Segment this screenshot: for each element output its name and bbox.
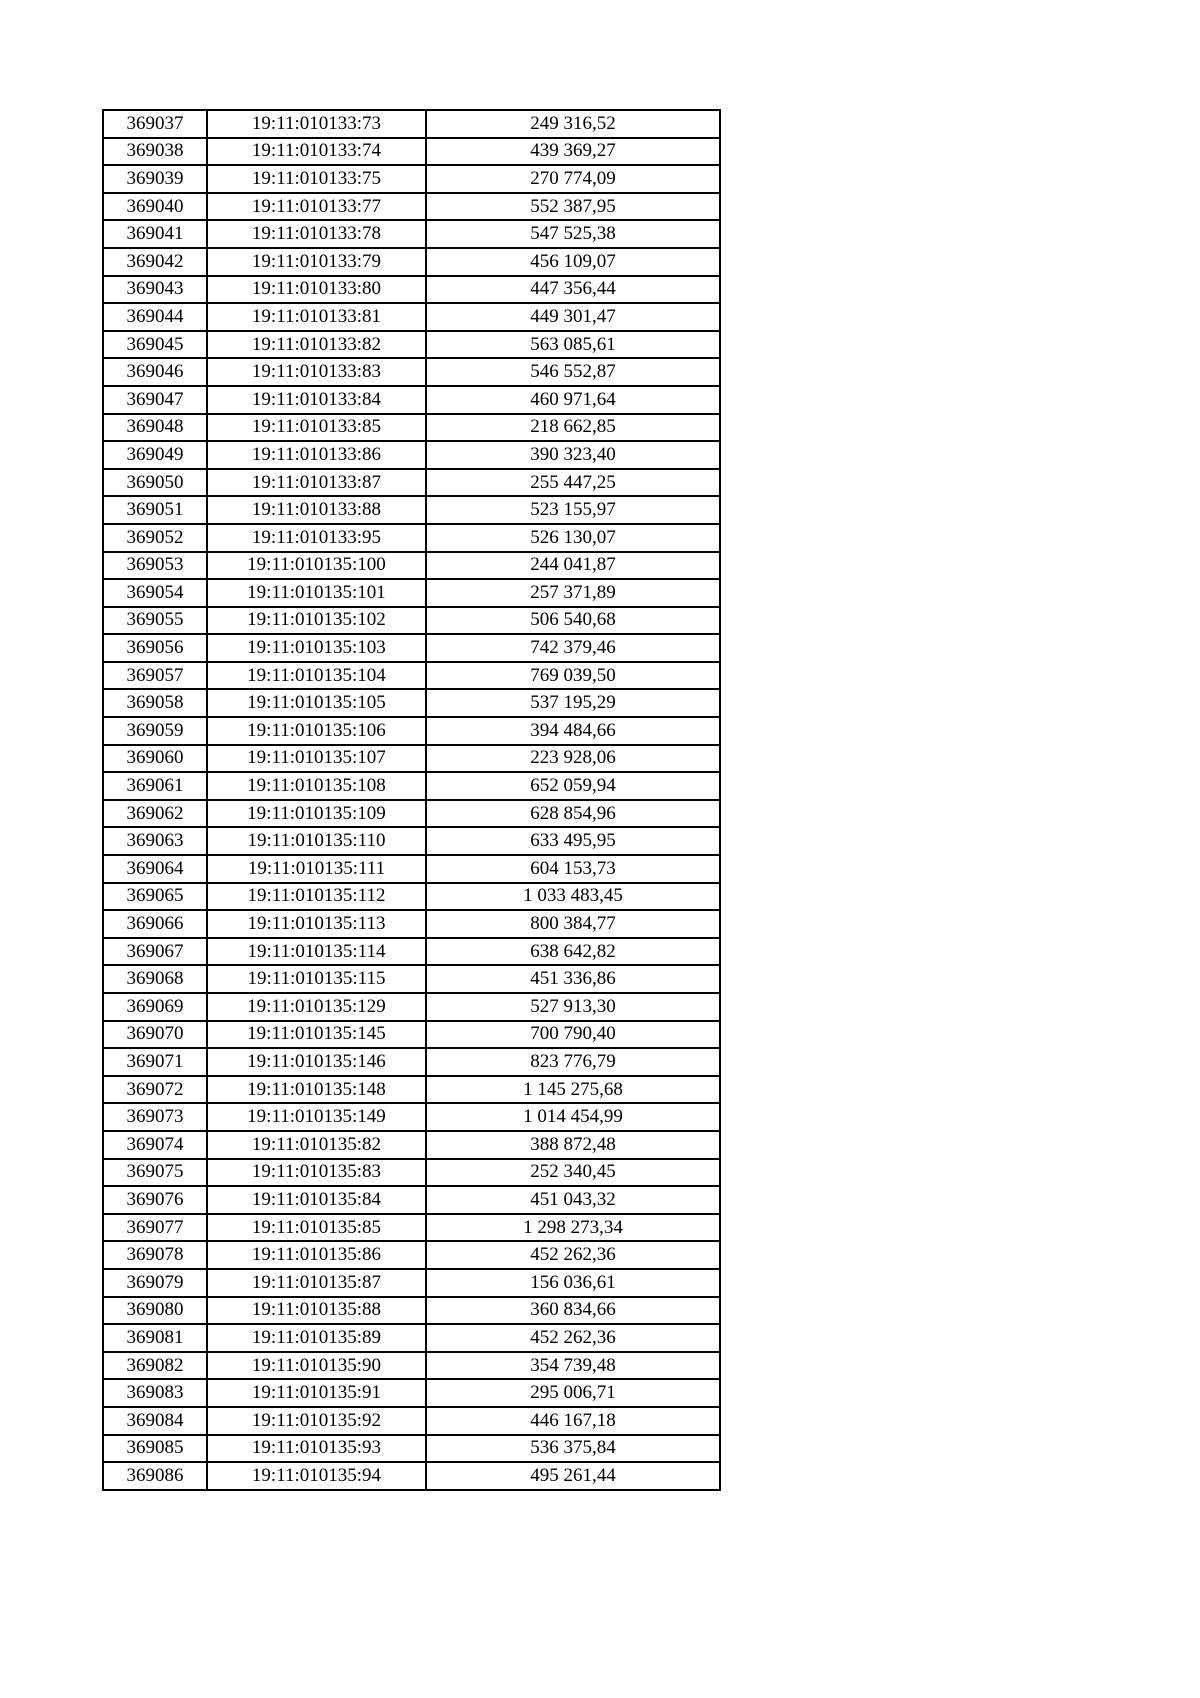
cadastral-number-cell: 19:11:010135:93 — [207, 1435, 426, 1463]
table-row — [103, 414, 720, 442]
value-cell: 439 369,27 — [426, 138, 720, 166]
row-number-cell: 369080 — [103, 1297, 207, 1325]
row-number-cell: 369045 — [103, 331, 207, 359]
row-number-cell: 369072 — [103, 1076, 207, 1104]
row-number-cell: 369075 — [103, 1159, 207, 1187]
table-row — [103, 1214, 720, 1242]
table-row — [103, 1048, 720, 1076]
row-number-cell: 369053 — [103, 552, 207, 580]
row-number-cell: 369074 — [103, 1131, 207, 1159]
table-row — [103, 331, 720, 359]
table-row — [103, 579, 720, 607]
cadastral-number-cell: 19:11:010135:101 — [207, 579, 426, 607]
value-cell: 823 776,79 — [426, 1048, 720, 1076]
table-row — [103, 745, 720, 773]
table-row — [103, 1186, 720, 1214]
cadastral-number-cell: 19:11:010133:95 — [207, 524, 426, 552]
row-number-cell: 369047 — [103, 386, 207, 414]
value-cell: 700 790,40 — [426, 1021, 720, 1049]
cadastral-number-cell: 19:11:010135:103 — [207, 634, 426, 662]
cadastral-number-cell: 19:11:010135:115 — [207, 965, 426, 993]
value-cell: 769 039,50 — [426, 662, 720, 690]
row-number-cell: 369064 — [103, 855, 207, 883]
value-cell: 156 036,61 — [426, 1269, 720, 1297]
cadastral-number-cell: 19:11:010135:105 — [207, 689, 426, 717]
cadastral-number-cell: 19:11:010133:74 — [207, 138, 426, 166]
row-number-cell: 369042 — [103, 248, 207, 276]
value-cell: 536 375,84 — [426, 1435, 720, 1463]
value-cell: 255 447,25 — [426, 469, 720, 497]
cadastral-number-cell: 19:11:010133:86 — [207, 441, 426, 469]
table-row — [103, 469, 720, 497]
cadastral-number-cell: 19:11:010135:83 — [207, 1159, 426, 1187]
row-number-cell: 369067 — [103, 938, 207, 966]
cadastral-number-cell: 19:11:010135:149 — [207, 1103, 426, 1131]
row-number-cell: 369041 — [103, 220, 207, 248]
table-row — [103, 800, 720, 828]
table-row — [103, 1379, 720, 1407]
table-row — [103, 303, 720, 331]
table-row — [103, 496, 720, 524]
table-row — [103, 689, 720, 717]
table-row — [103, 1241, 720, 1269]
value-cell: 460 971,64 — [426, 386, 720, 414]
table-row — [103, 1269, 720, 1297]
value-cell: 604 153,73 — [426, 855, 720, 883]
row-number-cell: 369086 — [103, 1462, 207, 1490]
row-number-cell: 369085 — [103, 1435, 207, 1463]
table-row — [103, 276, 720, 304]
cadastral-number-cell: 19:11:010135:106 — [207, 717, 426, 745]
table-row — [103, 607, 720, 635]
value-cell: 244 041,87 — [426, 552, 720, 580]
value-cell: 652 059,94 — [426, 772, 720, 800]
cadastral-number-cell: 19:11:010135:86 — [207, 1241, 426, 1269]
value-cell: 547 525,38 — [426, 220, 720, 248]
value-cell: 1 014 454,99 — [426, 1103, 720, 1131]
row-number-cell: 369046 — [103, 358, 207, 386]
cadastral-number-cell: 19:11:010133:88 — [207, 496, 426, 524]
cadastral-number-cell: 19:11:010135:91 — [207, 1379, 426, 1407]
cadastral-number-cell: 19:11:010135:111 — [207, 855, 426, 883]
value-cell: 552 387,95 — [426, 193, 720, 221]
cadastral-number-cell: 19:11:010135:112 — [207, 883, 426, 911]
table-row — [103, 220, 720, 248]
table-row — [103, 910, 720, 938]
row-number-cell: 369084 — [103, 1407, 207, 1435]
row-number-cell: 369044 — [103, 303, 207, 331]
value-cell: 223 928,06 — [426, 745, 720, 773]
value-cell: 388 872,48 — [426, 1131, 720, 1159]
value-cell: 451 043,32 — [426, 1186, 720, 1214]
value-cell: 506 540,68 — [426, 607, 720, 635]
row-number-cell: 369063 — [103, 827, 207, 855]
value-cell: 270 774,09 — [426, 165, 720, 193]
cadastral-number-cell: 19:11:010135:107 — [207, 745, 426, 773]
table-row — [103, 193, 720, 221]
table-row — [103, 110, 720, 138]
cadastral-number-cell: 19:11:010135:82 — [207, 1131, 426, 1159]
cadastral-number-cell: 19:11:010135:85 — [207, 1214, 426, 1242]
cadastral-number-cell: 19:11:010135:113 — [207, 910, 426, 938]
row-number-cell: 369049 — [103, 441, 207, 469]
cadastral-number-cell: 19:11:010133:80 — [207, 276, 426, 304]
table-row — [103, 1462, 720, 1490]
table-row — [103, 634, 720, 662]
cadastral-number-cell: 19:11:010135:94 — [207, 1462, 426, 1490]
table-row — [103, 386, 720, 414]
table-row — [103, 1352, 720, 1380]
value-cell: 452 262,36 — [426, 1324, 720, 1352]
value-cell: 633 495,95 — [426, 827, 720, 855]
cadastral-number-cell: 19:11:010135:102 — [207, 607, 426, 635]
cadastral-number-cell: 19:11:010135:88 — [207, 1297, 426, 1325]
row-number-cell: 369081 — [103, 1324, 207, 1352]
cadastral-number-cell: 19:11:010135:148 — [207, 1076, 426, 1104]
row-number-cell: 369037 — [103, 110, 207, 138]
table-row — [103, 855, 720, 883]
table-row — [103, 1076, 720, 1104]
table-row — [103, 1159, 720, 1187]
table-row — [103, 138, 720, 166]
value-cell: 456 109,07 — [426, 248, 720, 276]
value-cell: 390 323,40 — [426, 441, 720, 469]
table-row — [103, 717, 720, 745]
row-number-cell: 369060 — [103, 745, 207, 773]
table-row — [103, 662, 720, 690]
cadastral-number-cell: 19:11:010135:145 — [207, 1021, 426, 1049]
table-row — [103, 938, 720, 966]
row-number-cell: 369055 — [103, 607, 207, 635]
row-number-cell: 369052 — [103, 524, 207, 552]
row-number-cell: 369048 — [103, 414, 207, 442]
data-table — [102, 109, 721, 1491]
cadastral-number-cell: 19:11:010135:90 — [207, 1352, 426, 1380]
table-row — [103, 1297, 720, 1325]
table-row — [103, 965, 720, 993]
value-cell: 537 195,29 — [426, 689, 720, 717]
value-cell: 1 145 275,68 — [426, 1076, 720, 1104]
table-row — [103, 772, 720, 800]
cadastral-number-cell: 19:11:010135:129 — [207, 993, 426, 1021]
table-row — [103, 165, 720, 193]
row-number-cell: 369040 — [103, 193, 207, 221]
value-cell: 257 371,89 — [426, 579, 720, 607]
cadastral-number-cell: 19:11:010133:77 — [207, 193, 426, 221]
cadastral-number-cell: 19:11:010135:89 — [207, 1324, 426, 1352]
value-cell: 638 642,82 — [426, 938, 720, 966]
value-cell: 1 298 273,34 — [426, 1214, 720, 1242]
row-number-cell: 369061 — [103, 772, 207, 800]
row-number-cell: 369056 — [103, 634, 207, 662]
row-number-cell: 369070 — [103, 1021, 207, 1049]
cadastral-number-cell: 19:11:010133:82 — [207, 331, 426, 359]
value-cell: 447 356,44 — [426, 276, 720, 304]
cadastral-number-cell: 19:11:010135:146 — [207, 1048, 426, 1076]
row-number-cell: 369038 — [103, 138, 207, 166]
row-number-cell: 369058 — [103, 689, 207, 717]
row-number-cell: 369079 — [103, 1269, 207, 1297]
value-cell: 523 155,97 — [426, 496, 720, 524]
row-number-cell: 369043 — [103, 276, 207, 304]
value-cell: 249 316,52 — [426, 110, 720, 138]
row-number-cell: 369059 — [103, 717, 207, 745]
row-number-cell: 369050 — [103, 469, 207, 497]
table-row — [103, 248, 720, 276]
cadastral-number-cell: 19:11:010135:114 — [207, 938, 426, 966]
row-number-cell: 369083 — [103, 1379, 207, 1407]
value-cell: 495 261,44 — [426, 1462, 720, 1490]
value-cell: 800 384,77 — [426, 910, 720, 938]
value-cell: 546 552,87 — [426, 358, 720, 386]
row-number-cell: 369071 — [103, 1048, 207, 1076]
table-row — [103, 1324, 720, 1352]
table-row — [103, 827, 720, 855]
row-number-cell: 369073 — [103, 1103, 207, 1131]
value-cell: 295 006,71 — [426, 1379, 720, 1407]
value-cell: 360 834,66 — [426, 1297, 720, 1325]
cadastral-number-cell: 19:11:010133:78 — [207, 220, 426, 248]
value-cell: 628 854,96 — [426, 800, 720, 828]
value-cell: 218 662,85 — [426, 414, 720, 442]
table-row — [103, 883, 720, 911]
value-cell: 446 167,18 — [426, 1407, 720, 1435]
cadastral-number-cell: 19:11:010135:92 — [207, 1407, 426, 1435]
cadastral-number-cell: 19:11:010135:104 — [207, 662, 426, 690]
cadastral-number-cell: 19:11:010133:83 — [207, 358, 426, 386]
value-cell: 1 033 483,45 — [426, 883, 720, 911]
value-cell: 451 336,86 — [426, 965, 720, 993]
cadastral-number-cell: 19:11:010133:73 — [207, 110, 426, 138]
row-number-cell: 369078 — [103, 1241, 207, 1269]
cadastral-number-cell: 19:11:010133:84 — [207, 386, 426, 414]
cadastral-number-cell: 19:11:010135:108 — [207, 772, 426, 800]
table-row — [103, 993, 720, 1021]
row-number-cell: 369051 — [103, 496, 207, 524]
cadastral-number-cell: 19:11:010135:109 — [207, 800, 426, 828]
table-row — [103, 1021, 720, 1049]
row-number-cell: 369069 — [103, 993, 207, 1021]
value-cell: 742 379,46 — [426, 634, 720, 662]
cadastral-number-cell: 19:11:010135:87 — [207, 1269, 426, 1297]
value-cell: 394 484,66 — [426, 717, 720, 745]
value-cell: 527 913,30 — [426, 993, 720, 1021]
table-row — [103, 524, 720, 552]
cadastral-number-cell: 19:11:010133:85 — [207, 414, 426, 442]
table-row — [103, 1131, 720, 1159]
row-number-cell: 369039 — [103, 165, 207, 193]
row-number-cell: 369066 — [103, 910, 207, 938]
cadastral-number-cell: 19:11:010133:79 — [207, 248, 426, 276]
table-row — [103, 552, 720, 580]
cadastral-number-cell: 19:11:010135:100 — [207, 552, 426, 580]
table-row — [103, 1103, 720, 1131]
value-cell: 563 085,61 — [426, 331, 720, 359]
table-body — [103, 110, 720, 1490]
cadastral-number-cell: 19:11:010133:87 — [207, 469, 426, 497]
value-cell: 449 301,47 — [426, 303, 720, 331]
row-number-cell: 369065 — [103, 883, 207, 911]
table-row — [103, 441, 720, 469]
cadastral-number-cell: 19:11:010133:75 — [207, 165, 426, 193]
cadastral-number-cell: 19:11:010135:110 — [207, 827, 426, 855]
row-number-cell: 369077 — [103, 1214, 207, 1242]
row-number-cell: 369062 — [103, 800, 207, 828]
row-number-cell: 369076 — [103, 1186, 207, 1214]
table-row — [103, 1407, 720, 1435]
row-number-cell: 369068 — [103, 965, 207, 993]
table-row — [103, 358, 720, 386]
row-number-cell: 369054 — [103, 579, 207, 607]
row-number-cell: 369057 — [103, 662, 207, 690]
value-cell: 452 262,36 — [426, 1241, 720, 1269]
cadastral-number-cell: 19:11:010133:81 — [207, 303, 426, 331]
row-number-cell: 369082 — [103, 1352, 207, 1380]
value-cell: 354 739,48 — [426, 1352, 720, 1380]
value-cell: 526 130,07 — [426, 524, 720, 552]
cadastral-number-cell: 19:11:010135:84 — [207, 1186, 426, 1214]
table-row — [103, 1435, 720, 1463]
value-cell: 252 340,45 — [426, 1159, 720, 1187]
